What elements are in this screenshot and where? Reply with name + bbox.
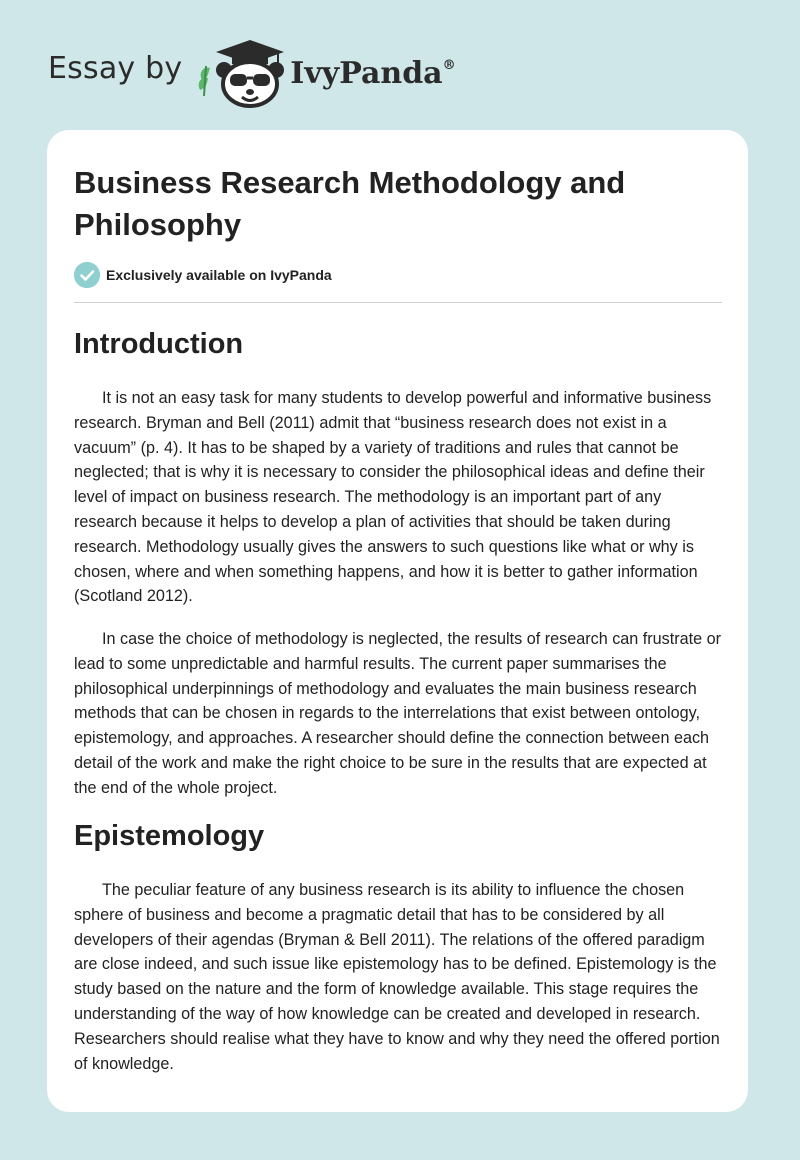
paragraph-introduction-2: In case the choice of methodology is neglected, the results of research can frustrate or lead to some unpredictable and harmful results. The current paper summarises the philosophical underpinnings of methodology and evaluates the main business research methods that can be chosen in regards to the interrelations that exist between ontology, epistemology, and approaches. A researcher should define the connection between each detail of the work and make the right choice to be sure in the results that are expected at the end of the whole project. — [74, 630, 722, 797]
registered-mark: ® — [442, 57, 456, 73]
essay-by-label: Essay by — [48, 50, 183, 86]
brand-name[interactable] — [290, 56, 455, 91]
exclusive-badge-label: Exclusively available on IvyPanda — [106, 267, 332, 283]
article-card — [47, 130, 748, 1112]
paragraph-introduction-1: It is not an easy task for many students to develop powerful and informative business research. Bryman and Bell (2011) admit that “business research does not exist in a vacuum” (p. 4). It has to be shaped by a variety of traditions and rules that cannot be neglected; that is why it is necessary to consider the philosophical ideas and define their level of impact on business research. The methodology is an important part of any research because it helps to develop a plan of activities that should be taken during research. Methodology usually gives the answers to such questions like what or why is chosen, where and when something happens, and how it is better to gather information (Scotland 2012). — [74, 389, 712, 606]
section-heading-introduction: Introduction — [74, 328, 244, 360]
brand-text: IvyPanda — [290, 55, 443, 91]
exclusive-badge — [74, 262, 332, 288]
site-header — [48, 36, 456, 108]
paragraph-epistemology-1: The peculiar feature of any business research is its ability to influence the chosen sphere of business and become a pragmatic detail that has to be considered by all developers of their agendas (Bryman & Bell 2011). The relations of the offered paradigm are close indeed, and such issue like epistemology has to be defined. Epistemology is the study based on the nature and the form of knowledge available. This stage requires the understanding of the way of how knowledge can be created and developed in research. Researchers should realise what they have to know and why they need the offered portion of knowledge. — [74, 881, 720, 1073]
title-divider — [74, 302, 722, 303]
section-heading-epistemology: Epistemology — [74, 820, 265, 852]
article-title: Business Research Methodology and Philosophy — [74, 165, 626, 242]
panda-graduate-logo-icon[interactable] — [196, 36, 286, 108]
check-circle-icon — [74, 262, 100, 288]
